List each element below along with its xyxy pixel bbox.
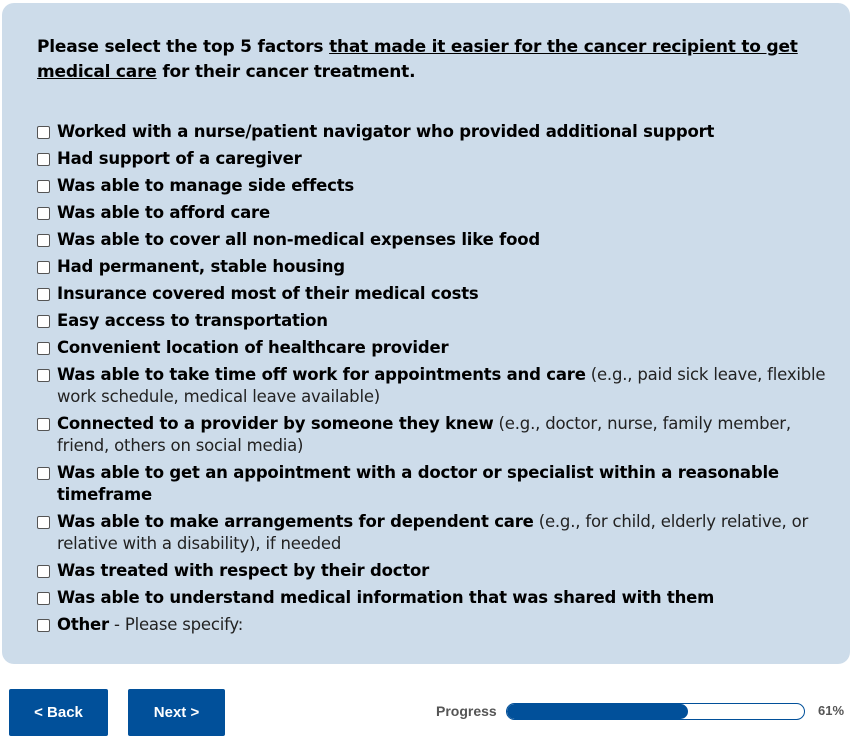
question-prefix: Please select the top 5 factors <box>37 37 330 57</box>
progress-bar <box>506 703 805 720</box>
checkbox[interactable] <box>37 153 50 166</box>
progress-percent: 61% <box>818 703 845 718</box>
option-text[interactable]: Had permanent, stable housing <box>57 257 345 276</box>
checkbox[interactable] <box>37 516 50 529</box>
option-row[interactable] <box>37 337 827 359</box>
option-text[interactable]: Was able to understand medical information that was shared with them <box>57 588 715 607</box>
option-text[interactable]: Was treated with respect by their doctor <box>57 561 430 580</box>
question-text <box>37 35 827 85</box>
option-row[interactable] <box>37 511 827 555</box>
option-row[interactable] <box>37 587 827 609</box>
checkbox[interactable] <box>37 207 50 220</box>
option-row-other[interactable] <box>37 614 827 636</box>
checkbox[interactable] <box>37 315 50 328</box>
next-button[interactable]: Next > <box>128 689 225 736</box>
checkbox[interactable] <box>37 126 50 139</box>
option-text[interactable]: Was able to make arrangements for dependent care (e.g., for child, elderly relative, or relative with a disability), if needed <box>57 512 809 553</box>
option-text[interactable]: Connected to a provider by someone they knew (e.g., doctor, nurse, family member, friend, others on social media) <box>57 414 791 455</box>
option-row[interactable] <box>37 462 827 506</box>
checkbox[interactable] <box>37 467 50 480</box>
option-text[interactable]: Insurance covered most of their medical costs <box>57 284 479 303</box>
checkbox[interactable] <box>37 369 50 382</box>
option-text[interactable]: Was able to cover all non-medical expenses like food <box>57 230 540 249</box>
question-suffix: for their cancer treatment. <box>156 62 416 82</box>
option-text[interactable]: Had support of a caregiver <box>57 149 302 168</box>
option-row[interactable] <box>37 175 827 197</box>
option-text[interactable]: Convenient location of healthcare provider <box>57 338 449 357</box>
checkbox[interactable] <box>37 565 50 578</box>
option-text[interactable]: Was able to manage side effects <box>57 176 355 195</box>
option-row[interactable] <box>37 229 827 251</box>
checkbox[interactable] <box>37 288 50 301</box>
option-row[interactable] <box>37 148 827 170</box>
option-row[interactable] <box>37 121 827 143</box>
checkbox[interactable] <box>37 418 50 431</box>
option-text[interactable]: Easy access to transportation <box>57 311 328 330</box>
option-row[interactable] <box>37 413 827 457</box>
checkbox[interactable] <box>37 180 50 193</box>
option-text[interactable]: Was able to get an appointment with a doctor or specialist within a reasonable timeframe <box>57 463 779 504</box>
checkbox[interactable] <box>37 342 50 355</box>
checkbox[interactable] <box>37 619 50 632</box>
option-text[interactable]: Worked with a nurse/patient navigator who provided additional support <box>57 122 715 141</box>
option-text[interactable]: Was able to take time off work for appointments and care (e.g., paid sick leave, flexible work schedule, medical leave available) <box>57 365 826 406</box>
progress-fill <box>507 704 688 719</box>
option-text[interactable]: Was able to afford care <box>57 203 270 222</box>
option-row[interactable] <box>37 310 827 332</box>
option-row[interactable] <box>37 364 827 408</box>
options-list <box>37 121 827 641</box>
option-text[interactable]: Other - Please specify: <box>57 615 244 634</box>
checkbox[interactable] <box>37 261 50 274</box>
checkbox[interactable] <box>37 234 50 247</box>
option-row[interactable] <box>37 560 827 582</box>
option-row[interactable] <box>37 202 827 224</box>
back-button[interactable]: < Back <box>9 689 108 736</box>
progress-label: Progress <box>436 703 497 719</box>
checkbox[interactable] <box>37 592 50 605</box>
question-underlined: that made it easier for the cancer recipient to get medical care <box>37 37 798 82</box>
option-row[interactable] <box>37 283 827 305</box>
option-row[interactable] <box>37 256 827 278</box>
